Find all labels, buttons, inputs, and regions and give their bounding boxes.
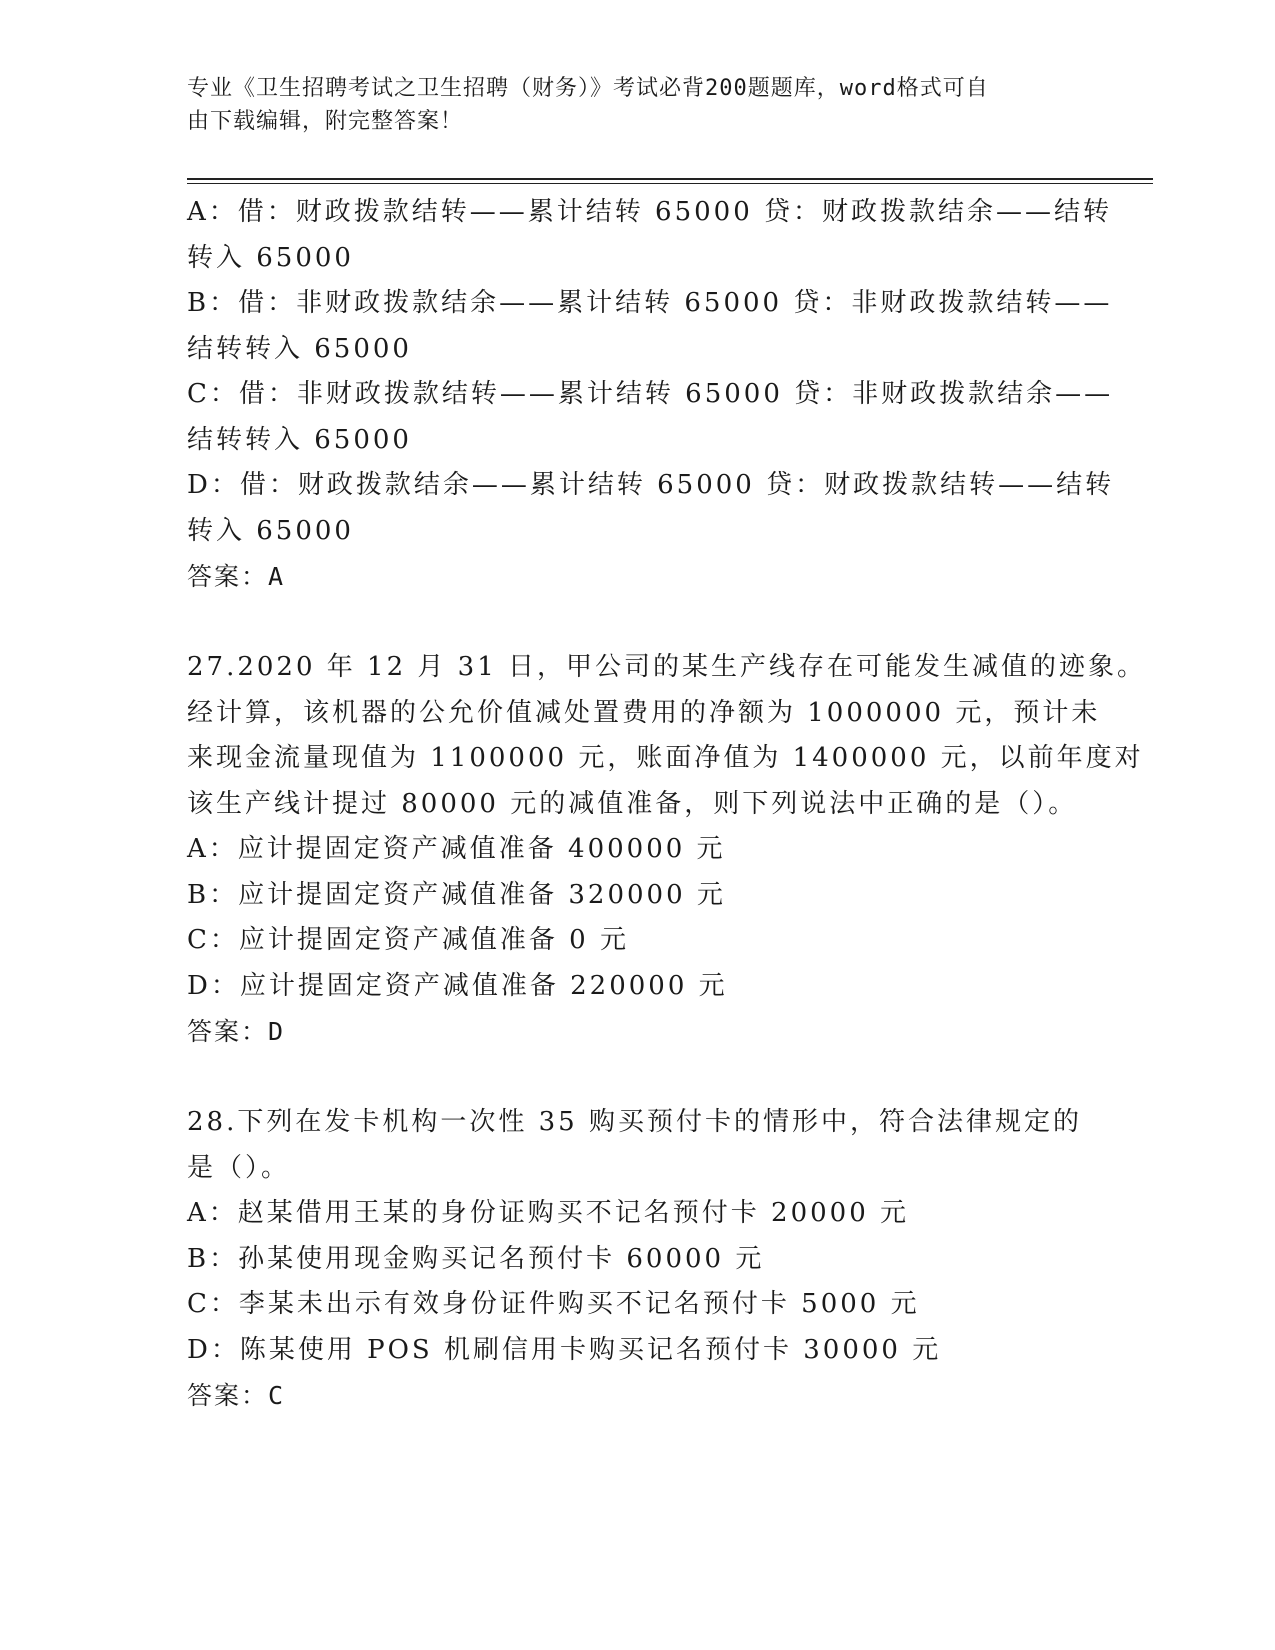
- q27-option-c: C：应计提固定资产减值准备 0 元: [187, 925, 629, 955]
- spacer: [187, 1055, 1087, 1101]
- q27-option-b: B：应计提固定资产减值准备 320000 元: [187, 879, 726, 910]
- q26-option-d-line-1: D：借：财政拨款结余——累计结转 65000 贷：财政拨款结转——结转: [187, 470, 1115, 500]
- question-26-block: [187, 190, 1115, 600]
- q26-option-d-line-2: 转入 65000: [187, 515, 354, 546]
- question-28-block: [187, 1100, 1087, 1419]
- header-divider-thin: [187, 183, 1153, 184]
- q26-option-a-line-2: 转入 65000: [187, 242, 354, 273]
- document-header: [187, 72, 1067, 138]
- spacer: [187, 600, 1087, 646]
- q26-option-c-line-2: 结转转入 65000: [187, 424, 412, 455]
- q27-option-a: A：应计提固定资产减值准备 400000 元: [187, 834, 726, 864]
- q27-stem-line-2: 经计算，该机器的公允价值减处置费用的净额为 1000000 元，预计未: [187, 697, 1101, 728]
- q28-answer: 答案：C: [187, 1381, 286, 1410]
- q27-stem-line-4: 该生产线计提过 80000 元的减值准备，则下列说法中正确的是（）。: [187, 788, 1078, 819]
- q26-option-c-line-1: C：借：非财政拨款结转——累计结转 65000 贷：非财政拨款结余——: [187, 379, 1114, 409]
- q28-option-d: D：陈某使用 POS 机刷信用卡购买记名预付卡 30000 元: [187, 1334, 942, 1365]
- q27-answer: 答案：D: [187, 1017, 286, 1046]
- q28-option-b: B：孙某使用现金购买记名预付卡 60000 元: [187, 1243, 765, 1274]
- header-line-2: 由下载编辑，附完整答案！: [187, 109, 464, 134]
- document-body: [187, 190, 1147, 1419]
- q27-stem-line-1: 27.2020 年 12 月 31 日，甲公司的某生产线存在可能发生减值的迹象。: [187, 652, 1147, 682]
- q26-option-b-line-1: B：借：非财政拨款结余——累计结转 65000 贷：非财政拨款结转——: [187, 288, 1113, 318]
- header-divider-thick: [187, 178, 1153, 180]
- q26-option-b-line-2: 结转转入 65000: [187, 333, 412, 364]
- q28-option-a: A：赵某借用王某的身份证购买不记名预付卡 20000 元: [187, 1198, 910, 1228]
- q28-stem-line-2: 是（）。: [187, 1152, 291, 1183]
- header-line-1: 专业《卫生招聘考试之卫生招聘（财务）》考试必背200题题库，word格式可自: [187, 76, 989, 101]
- q26-option-a-line-1: A：借：财政拨款结转——累计结转 65000 贷：财政拨款结余——结转: [187, 197, 1113, 227]
- question-27-block: [187, 645, 1147, 1055]
- q27-stem-line-3: 来现金流量现值为 1100000 元，账面净值为 1400000 元，以前年度对: [187, 743, 1144, 773]
- q27-option-d: D：应计提固定资产减值准备 220000 元: [187, 970, 728, 1001]
- q26-answer: 答案：A: [187, 562, 286, 591]
- q28-option-c: C：李某未出示有效身份证件购买不记名预付卡 5000 元: [187, 1289, 920, 1319]
- q28-stem-line-1: 28.下列在发卡机构一次性 35 购买预付卡的情形中，符合法律规定的: [187, 1107, 1082, 1137]
